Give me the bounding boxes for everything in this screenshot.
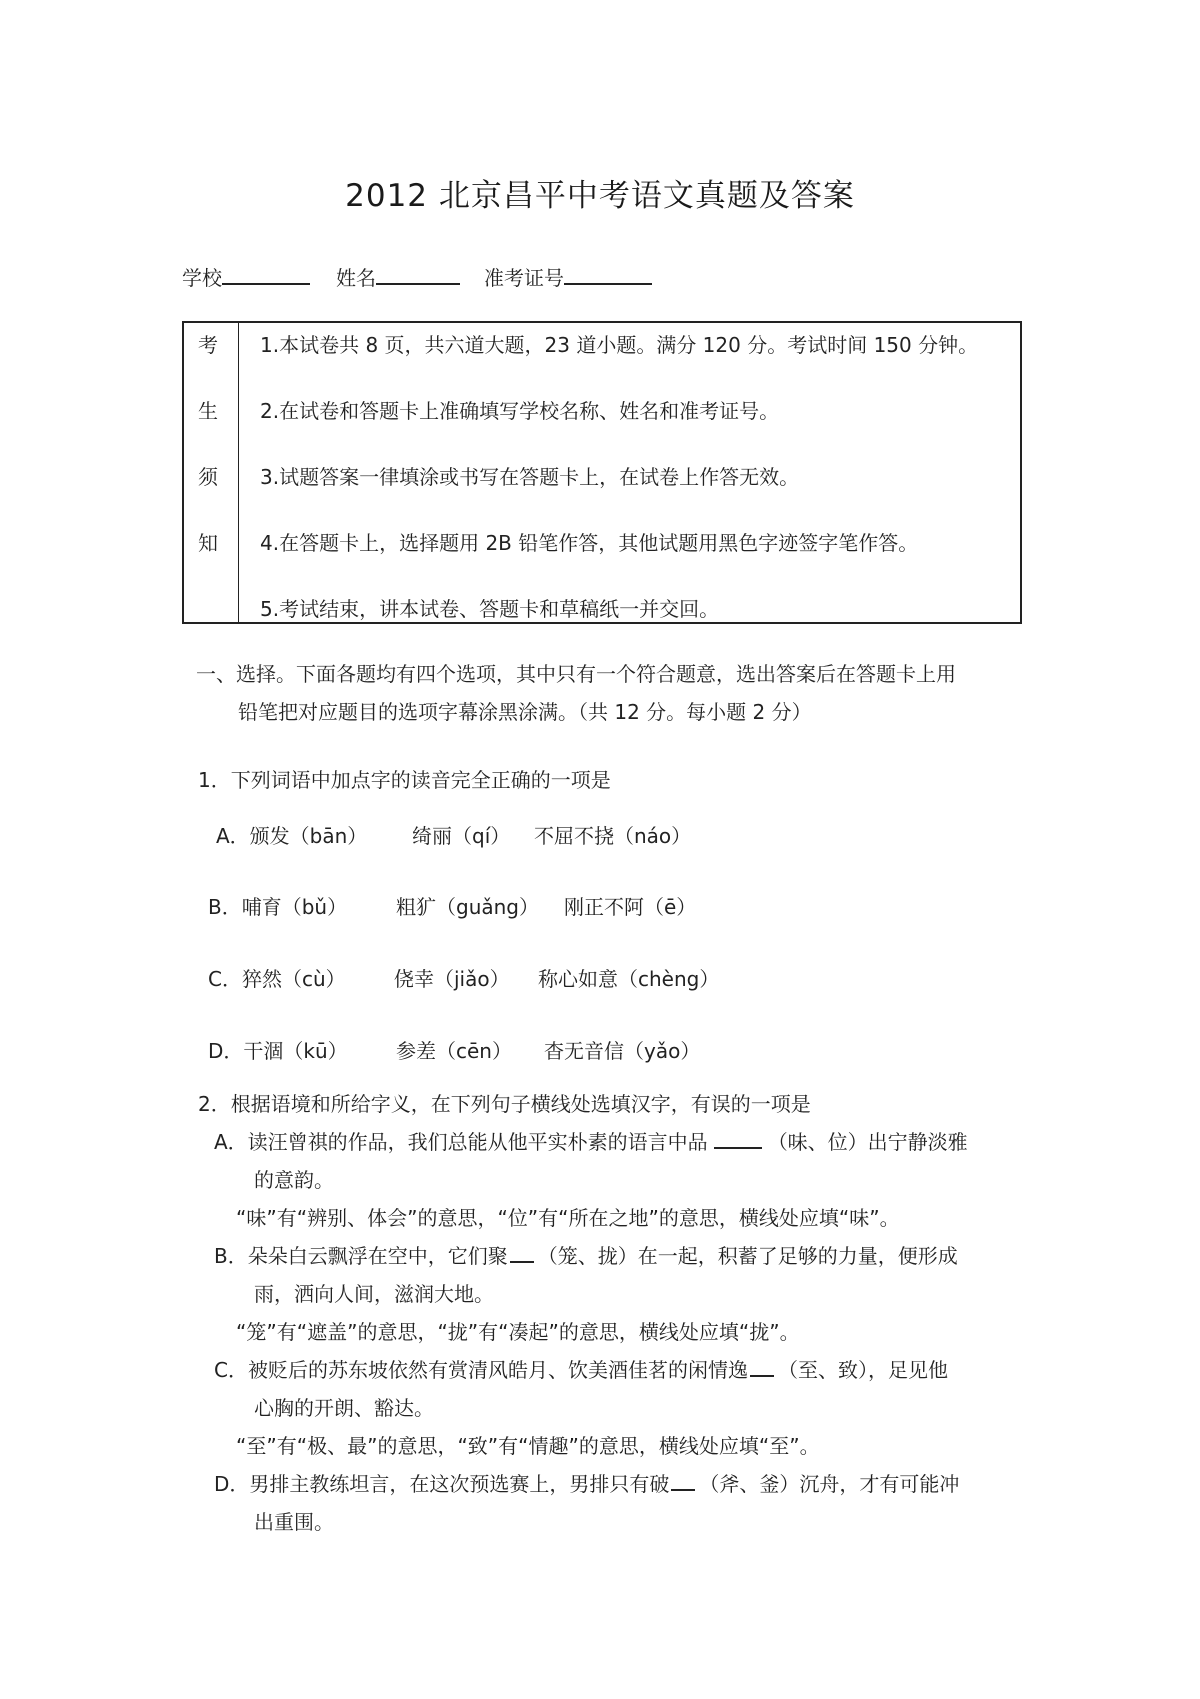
notice-table	[182, 321, 1022, 624]
q2-option-d-line1	[214, 1468, 959, 1497]
q2-option-a-blank[interactable]	[714, 1127, 762, 1149]
q2-option-c-note: “至”有“极、最”的意思，“致”有“情趣”的意思，横线处应填“至”。	[236, 1434, 820, 1458]
q2-option-a-line2: 的意韵。	[254, 1168, 334, 1192]
q2-stem: 2．根据语境和所给字义，在下列句子横线处选填汉字，有误的一项是	[198, 1092, 811, 1116]
exam-id-label: 准考证号	[484, 266, 564, 290]
section1-heading-line2: 铅笔把对应题目的选项字幕涂黑涂满。（共 12 分。每小题 2 分）	[238, 700, 812, 724]
exam-id-field[interactable]	[484, 262, 652, 291]
name-field[interactable]	[336, 262, 460, 291]
q1-option-b-word2: 粗犷（guǎng）	[396, 895, 539, 919]
q2-option-c-blank[interactable]	[750, 1355, 774, 1377]
name-label: 姓名	[336, 266, 376, 290]
q2-option-c-text: C．被贬后的苏东坡依然有赏清风皓月、饮美酒佳茗的闲情逸	[214, 1358, 748, 1382]
q1-option-c-word1: C．猝然（cù）	[208, 967, 346, 991]
exam-id-blank[interactable]	[564, 263, 652, 285]
school-field[interactable]	[182, 262, 310, 291]
q1-option-a-word3: 不屈不挠（náo）	[534, 824, 692, 848]
q2-option-b-line1	[214, 1240, 958, 1269]
q1-option-b-word1: B．哺育（bǔ）	[208, 895, 348, 919]
q2-option-d-text2: （斧、釜）沉舟，才有可能冲	[699, 1472, 960, 1496]
q1-option-a-word1: A．颁发（bān）	[216, 824, 368, 848]
q1-option-c-word2: 侥幸（jiǎo）	[394, 967, 510, 991]
notice-item: 4.在答题卡上，选择题用 2B 铅笔作答，其他试题用黑色字迹签字笔作答。	[260, 531, 919, 555]
q2-option-a-text: A．读汪曾祺的作品，我们总能从他平实朴素的语言中品	[214, 1130, 708, 1154]
q2-option-a-line1	[214, 1126, 968, 1155]
q1-option-b-word3: 刚正不阿（ē）	[564, 895, 697, 919]
notice-item: 1.本试卷共 8 页，共六道大题，23 道小题。满分 120 分。考试时间 150 分钟。	[260, 333, 979, 357]
q2-option-b-blank[interactable]	[510, 1241, 534, 1263]
name-blank[interactable]	[376, 263, 460, 285]
q2-option-b-line2: 雨，洒向人间，滋润大地。	[254, 1282, 494, 1306]
q1-stem: 1．下列词语中加点字的读音完全正确的一项是	[198, 768, 611, 792]
q2-option-a-text2: （味、位）出宁静淡雅	[767, 1130, 968, 1154]
school-blank[interactable]	[222, 263, 310, 285]
q2-option-b-note: “笼”有“遮盖”的意思，“拢”有“凑起”的意思，横线处应填“拢”。	[236, 1320, 800, 1344]
q2-option-d-line2: 出重围。	[254, 1510, 334, 1534]
notice-item: 3.试题答案一律填涂或书写在答题卡上，在试卷上作答无效。	[260, 465, 800, 489]
q2-option-c-text2: （至、致），足见他	[777, 1358, 948, 1382]
q1-option-d-word3: 杳无音信（yǎo）	[544, 1039, 701, 1063]
notice-side-char: 须	[198, 465, 218, 489]
q1-option-d-word1: D．干涸（kū）	[208, 1039, 348, 1063]
q2-option-c-line1	[214, 1354, 948, 1383]
q1-option-a-word2: 绮丽（qí）	[412, 824, 511, 848]
q1-option-d-word2: 参差（cēn）	[396, 1039, 512, 1063]
notice-item: 5.考试结束，讲本试卷、答题卡和草稿纸一并交回。	[260, 597, 720, 621]
q2-option-b-text: B．朵朵白云飘浮在空中，它们聚	[214, 1244, 508, 1268]
notice-side-char: 考	[198, 333, 218, 357]
section1-heading-line1: 一、选择。下面各题均有四个选项，其中只有一个符合题意，选出答案后在答题卡上用	[196, 662, 956, 686]
notice-side-char: 生	[198, 399, 218, 423]
school-label: 学校	[182, 266, 222, 290]
q2-option-a-note: “味”有“辨别、体会”的意思，“位”有“所在之地”的意思，横线处应填“味”。	[236, 1206, 900, 1230]
q2-option-c-line2: 心胸的开朗、豁达。	[254, 1396, 434, 1420]
page-title: 2012 北京昌平中考语文真题及答案	[345, 178, 855, 214]
q1-option-c-word3: 称心如意（chèng）	[538, 967, 720, 991]
q2-option-d-text: D．男排主教练坦言，在这次预选赛上，男排只有破	[214, 1472, 670, 1496]
notice-item: 2.在试卷和答题卡上准确填写学校名称、姓名和准考证号。	[260, 399, 780, 423]
table-divider	[238, 323, 239, 622]
q2-option-b-text2: （笼、拢）在一起，积蓄了足够的力量，便形成	[537, 1244, 958, 1268]
q2-option-d-blank[interactable]	[671, 1469, 695, 1491]
notice-side-char: 知	[198, 531, 218, 555]
